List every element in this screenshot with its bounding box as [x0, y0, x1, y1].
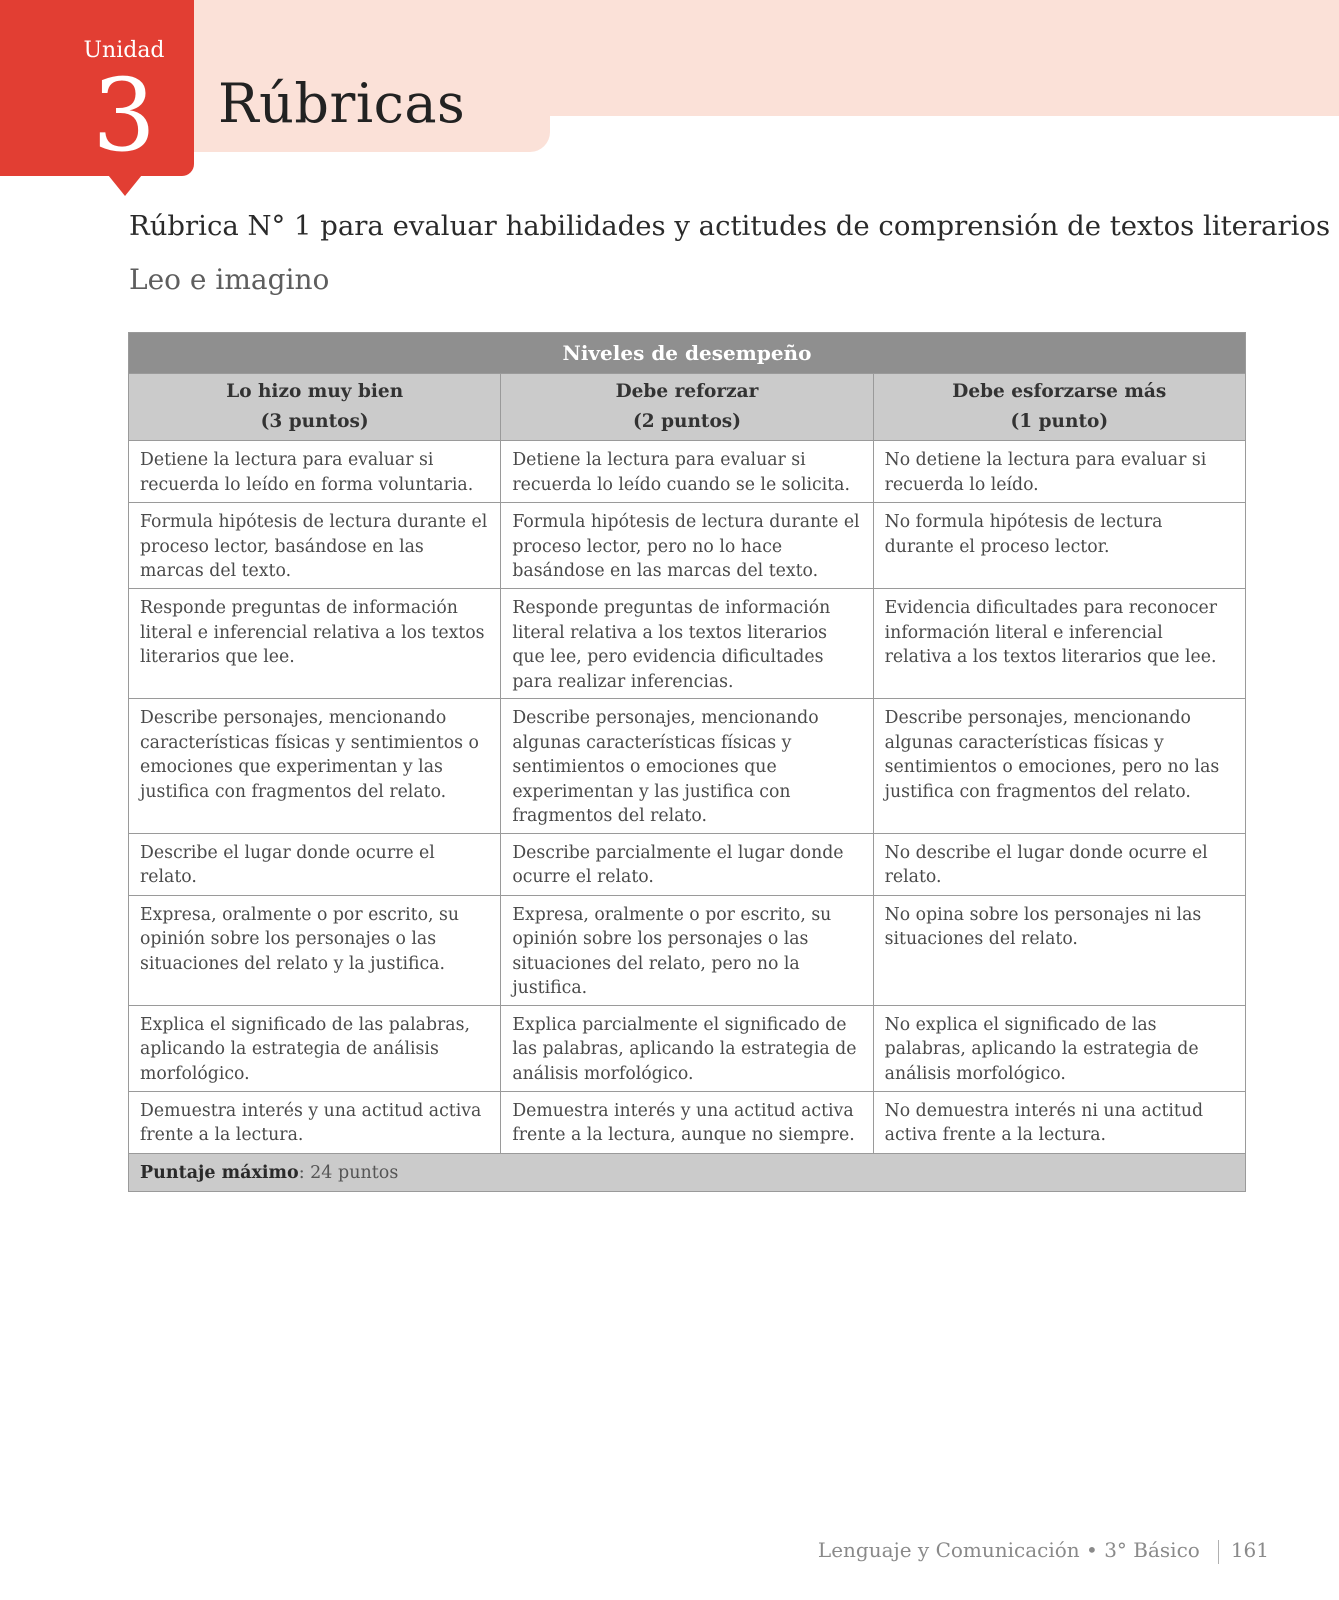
column-header-reinforce — [501, 374, 873, 441]
max-score-cell — [129, 1153, 1246, 1191]
table-cell: Evidencia dificultades para reconocer información literal e inferencial relativa a los textos literarios que lee. — [873, 589, 1245, 699]
max-score-value: : 24 puntos — [298, 1162, 399, 1183]
table-row — [129, 833, 1246, 895]
page-title: Rúbricas — [218, 72, 466, 135]
max-score-row — [129, 1153, 1246, 1191]
table-cell: Responde preguntas de información literal relativa a los textos literarios que lee, pero evidencia dificultades para realizar inferencias. — [501, 589, 873, 699]
column-header-more-effort — [873, 374, 1245, 441]
column-points: (3 puntos) — [260, 411, 369, 432]
column-points: (2 puntos) — [633, 411, 741, 432]
table-cell: Describe personajes, mencionando algunas características físicas y sentimientos o emociones, pero no las justifica con fragmentos del relato. — [873, 699, 1245, 834]
table-row — [129, 699, 1246, 834]
table-cell: Responde preguntas de información literal e inferencial relativa a los textos literarios que lee. — [129, 589, 501, 699]
table-cell: Expresa, oralmente o por escrito, su opinión sobre los personajes o las situaciones del relato y la justifica. — [129, 895, 501, 1005]
table-cell: No explica el significado de las palabras, aplicando la estrategia de análisis morfológico. — [873, 1005, 1245, 1091]
table-cell: Detiene la lectura para evaluar si recuerda lo leído en forma voluntaria. — [129, 441, 501, 503]
table-cell: Explica el significado de las palabras, aplicando la estrategia de análisis morfológico. — [129, 1005, 501, 1091]
table-row — [129, 895, 1246, 1005]
max-score-label: Puntaje máximo — [140, 1162, 299, 1183]
book-title: Lenguaje y Comunicación • 3° Básico — [817, 1538, 1200, 1562]
table-cell: Demuestra interés y una actitud activa frente a la lectura, aunque no siempre. — [501, 1091, 873, 1153]
table-cell: No demuestra interés ni una actitud activa frente a la lectura. — [873, 1091, 1245, 1153]
rubric-table — [128, 332, 1246, 1192]
rubric-subtitle: Leo e imagino — [129, 263, 330, 296]
column-name: Lo hizo muy bien — [226, 381, 404, 402]
column-name: Debe esforzarse más — [952, 381, 1167, 402]
table-row — [129, 441, 1246, 503]
column-name: Debe reforzar — [615, 381, 759, 402]
table-cell: No opina sobre los personajes ni las situaciones del relato. — [873, 895, 1245, 1005]
page-number: 161 — [1230, 1538, 1269, 1562]
table-row — [129, 1091, 1246, 1153]
footer-divider — [1218, 1540, 1219, 1564]
table-cell: Formula hipótesis de lectura durante el proceso lector, basándose en las marcas del texto. — [129, 503, 501, 589]
table-row — [129, 503, 1246, 589]
unit-label: Unidad — [83, 38, 165, 63]
page-footer — [818, 1538, 1269, 1564]
column-points: (1 punto) — [1010, 411, 1109, 432]
table-row — [129, 589, 1246, 699]
table-cell: No detiene la lectura para evaluar si recuerda lo leído. — [873, 441, 1245, 503]
table-cell: Formula hipótesis de lectura durante el proceso lector, pero no lo hace basándose en las marcas del texto. — [501, 503, 873, 589]
table-cell: Describe el lugar donde ocurre el relato. — [129, 833, 501, 895]
table-cell: No describe el lugar donde ocurre el relato. — [873, 833, 1245, 895]
column-header-very-good — [129, 374, 501, 441]
unit-number: 3 — [92, 57, 156, 174]
table-cell: No formula hipótesis de lectura durante el proceso lector. — [873, 503, 1245, 589]
levels-header: Niveles de desempeño — [129, 333, 1246, 374]
table-cell: Describe personajes, mencionando características físicas y sentimientos o emociones que experimentan y las justifica con fragmentos del relato. — [129, 699, 501, 834]
table-cell: Describe parcialmente el lugar donde ocurre el relato. — [501, 833, 873, 895]
table-cell: Explica parcialmente el significado de las palabras, aplicando la estrategia de análisis morfológico. — [501, 1005, 873, 1091]
rubric-title: Rúbrica N° 1 para evaluar habilidades y actitudes de comprensión de textos literarios — [129, 210, 1331, 242]
table-row — [129, 1005, 1246, 1091]
table-cell: Expresa, oralmente o por escrito, su opinión sobre los personajes o las situaciones del relato, pero no la justifica. — [501, 895, 873, 1005]
table-cell: Demuestra interés y una actitud activa frente a la lectura. — [129, 1091, 501, 1153]
table-cell: Describe personajes, mencionando algunas características físicas y sentimientos o emociones que experimentan y las justifica con fragmentos del relato. — [501, 699, 873, 834]
table-cell: Detiene la lectura para evaluar si recuerda lo leído cuando se le solicita. — [501, 441, 873, 503]
